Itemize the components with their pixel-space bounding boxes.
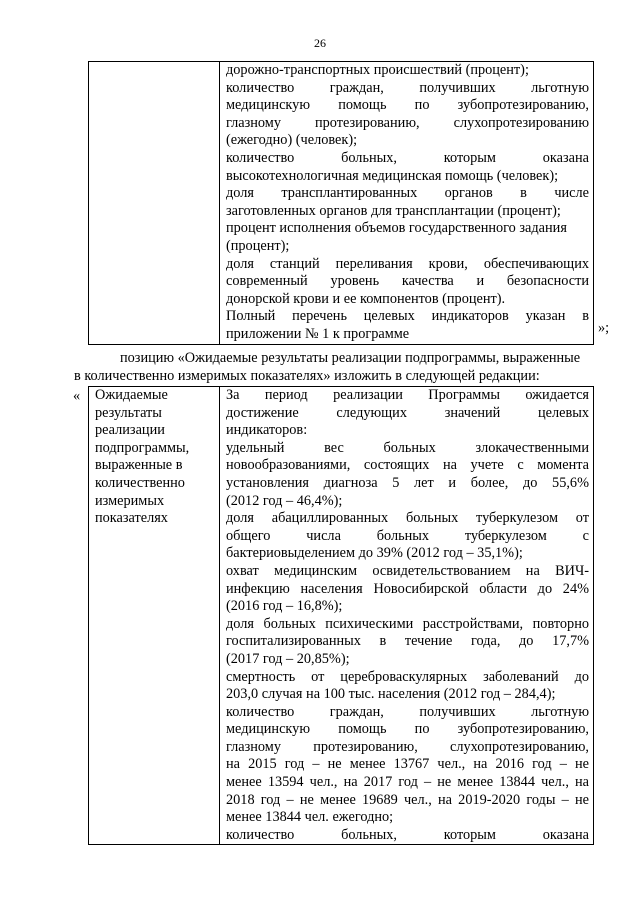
- result-line: (2012 год – 46,4%);: [226, 492, 343, 509]
- continuation-table: [88, 61, 594, 345]
- result-line: индикаторов:: [226, 422, 308, 439]
- opening-quote: «: [73, 388, 81, 404]
- result-line: инфекцию населения Новосибирской области до 24%: [226, 580, 589, 597]
- result-line: госпитализированных в течение года, до 17,7%: [226, 633, 589, 650]
- indicator-line: медицинскую помощь по зубопротезированию,: [226, 97, 589, 114]
- result-line: (2017 год – 20,85%);: [226, 650, 350, 667]
- position-label-line: количественно: [95, 474, 185, 491]
- result-line: смертность от цереброваскулярных заболеваний до: [226, 668, 589, 685]
- result-line: доля абациллированных больных туберкулезом от: [226, 510, 589, 527]
- result-line: бактериовыделением до 39% (2012 год – 35,1%);: [226, 545, 523, 562]
- result-line: медицинскую помощь по зубопротезированию,: [226, 721, 589, 738]
- result-line: установления диагноза 5 лет и более, до 55,6%: [226, 474, 589, 491]
- position-label-line: реализации: [95, 422, 165, 439]
- paragraph-line-2: в количественно измеримых показателях» изложить в следующей редакции:: [74, 367, 540, 384]
- result-line: количество больных, которым оказана: [226, 826, 589, 843]
- result-line: 203,0 случая на 100 тыс. населения (2012 год – 284,4);: [226, 686, 556, 703]
- result-line: (2016 год – 16,8%);: [226, 598, 343, 615]
- page-number: 26: [314, 36, 326, 50]
- results-table: [88, 386, 594, 845]
- position-label-cell: [89, 387, 220, 845]
- position-label-line: Ожидаемые: [95, 387, 168, 403]
- indicator-line: заготовленных органов для трансплантации (процент);: [226, 202, 561, 219]
- indicator-line: доля станций переливания крови, обеспечивающих: [226, 255, 589, 272]
- indicator-line: дорожно-транспортных происшествий (процент);: [226, 62, 529, 78]
- indicator-line: (ежегодно) (человек);: [226, 132, 358, 149]
- result-line: За период реализации Программы ожидается: [226, 387, 589, 403]
- result-line: менее 13594 чел., на 2017 год – не менее 13844 чел., на: [226, 774, 589, 791]
- indicator-line: глазному протезированию, слухопротезированию: [226, 114, 589, 131]
- indicator-line: донорской крови и ее компонентов (процент).: [226, 290, 506, 307]
- result-line: охват медицинским освидетельствованием на ВИЧ-: [226, 562, 589, 579]
- indicator-line: Полный перечень целевых индикаторов указан в: [226, 308, 589, 325]
- result-line: удельный вес больных злокачественными: [226, 439, 589, 456]
- result-line: менее 13844 чел. ежегодно;: [226, 809, 394, 826]
- closing-quote: »;: [598, 320, 610, 336]
- paragraph-line-1: позицию «Ожидаемые результаты реализации подпрограммы, выраженные: [120, 350, 581, 366]
- result-line: глазному протезированию, слухопротезированию,: [226, 738, 589, 755]
- indicator-line: высокотехнологичная медицинская помощь (человек);: [226, 167, 559, 184]
- position-label-line: результаты: [95, 404, 162, 421]
- indicator-line: процент исполнения объемов государственного задания: [226, 220, 567, 237]
- instruction-paragraph: [74, 350, 598, 385]
- position-label-line: подпрограммы,: [95, 439, 190, 456]
- indicator-line: количество больных, которым оказана: [226, 149, 589, 166]
- indicator-line: приложении № 1 к программе: [226, 325, 410, 342]
- position-label-line: измеримых: [95, 492, 165, 509]
- position-label-line: показателях: [95, 510, 168, 527]
- indicator-line: современный уровень качества и безопасности: [226, 273, 589, 290]
- indicator-line: (процент);: [226, 237, 290, 254]
- expected-results-cell: [220, 387, 594, 845]
- result-line: на 2015 год – не менее 13767 чел., на 2016 год – не: [226, 756, 589, 773]
- empty-left-cell: [89, 62, 220, 345]
- indicators-cell: [220, 62, 594, 345]
- result-line: доля больных психическими расстройствами, повторно: [226, 615, 589, 632]
- indicator-line: доля трансплантированных органов в числе: [226, 185, 589, 202]
- position-label-line: выраженные в: [95, 457, 183, 474]
- result-line: 2018 год – не менее 19689 чел., на 2019-2020 годы – не: [226, 791, 589, 808]
- result-line: количество граждан, получивших льготную: [226, 703, 589, 720]
- result-line: общего числа больных туберкулезом с: [226, 527, 589, 544]
- result-line: достижение следующих значений целевых: [226, 404, 589, 421]
- result-line: новообразованиями, состоящих на учете с момента: [226, 457, 589, 474]
- indicator-line: количество граждан, получивших льготную: [226, 79, 589, 96]
